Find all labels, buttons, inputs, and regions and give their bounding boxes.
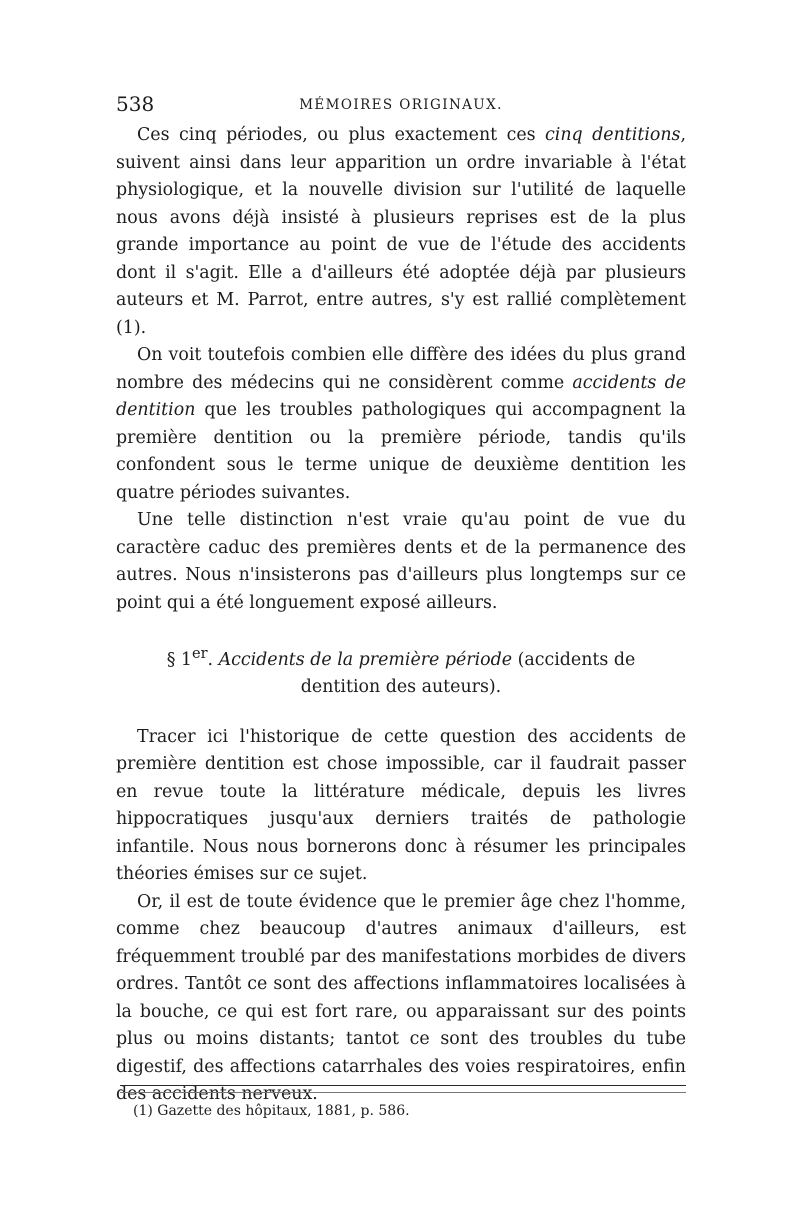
running-head: MÉMOIRES ORIGINAUX. xyxy=(299,97,503,113)
footnote: (1) Gazette des hôpitaux, 1881, p. 586. xyxy=(133,1103,410,1119)
section-title: Accidents de la première période xyxy=(218,649,513,670)
page-number: 538 xyxy=(116,92,155,116)
section-symbol: § 1 xyxy=(166,649,192,670)
p2-text-b: que les troubles pathologiques qui accompagnent la première dentition ou la première période, tandis qu'ils confondent sous le terme unique de deuxième dentition les quatre périodes suivantes. xyxy=(116,400,686,503)
p1-text-a: Ces cinq périodes, ou plus exactement ces xyxy=(137,125,546,145)
section-punct: . xyxy=(207,649,219,670)
body-text xyxy=(116,122,686,1109)
p2-italic: accidents de dentition xyxy=(116,372,686,420)
footnote-divider-thin xyxy=(120,1092,686,1093)
p1-italic: cinq dentitions xyxy=(545,125,681,145)
paragraph-1 xyxy=(116,122,686,342)
paragraph-2 xyxy=(116,342,686,507)
paragraph-4: Tracer ici l'historique de cette question des accidents de première dentition est chose impossible, car il faudrait passer en revue toute la littérature médicale, depuis les livres hippocratiques jusqu'aux derniers traités de pathologie infantile. Nous nous bornerons donc à résumer les principales théories émises sur ce sujet. xyxy=(116,726,686,885)
p2-text-a: On voit toutefois combien elle diffère des idées du plus grand nombre des médecins qui ne considèrent comme xyxy=(116,345,686,393)
section-heading xyxy=(116,641,686,702)
page-header xyxy=(116,92,686,122)
paragraph-5: Or, il est de toute évidence que le premier âge chez l'homme, comme chez beaucoup d'autres animaux d'ailleurs, est fréquemment troublé par des manifestations morbides de divers ordres. Tantôt ce sont des affections inflammatoires localisées à la bouche, ce qui est fort rare, ou apparaissant sur des points plus ou moins distants; tantot ce sont des troubles du tube digestif, des affections catarrhales des voies respiratoires, enfin des accidents nerveux. xyxy=(116,891,686,1105)
p1-text-b: , suivent ainsi dans leur apparition un ordre invariable à l'état physiologique, et la nouvelle division sur l'utilité de laquelle nous avons déjà insisté à plusieurs reprises est de la plus grande importance au point de vue de l'étude des accidents dont il s'agit. Elle a d'ailleurs été adoptée déjà par plusieurs auteurs et M. Parrot, entre autres, s'y est rallié complètement (1). xyxy=(116,125,687,338)
section-subtitle: (accidents de dentition des auteurs). xyxy=(300,649,636,698)
section-superscript: er xyxy=(192,646,208,662)
footnote-divider xyxy=(120,1085,686,1086)
paragraph-3: Une telle distinction n'est vraie qu'au point de vue du caractère caduc des premières dents et de la permanence des autres. Nous n'insisterons pas d'ailleurs plus longtemps sur ce point qui a été longuement exposé ailleurs. xyxy=(116,510,686,613)
